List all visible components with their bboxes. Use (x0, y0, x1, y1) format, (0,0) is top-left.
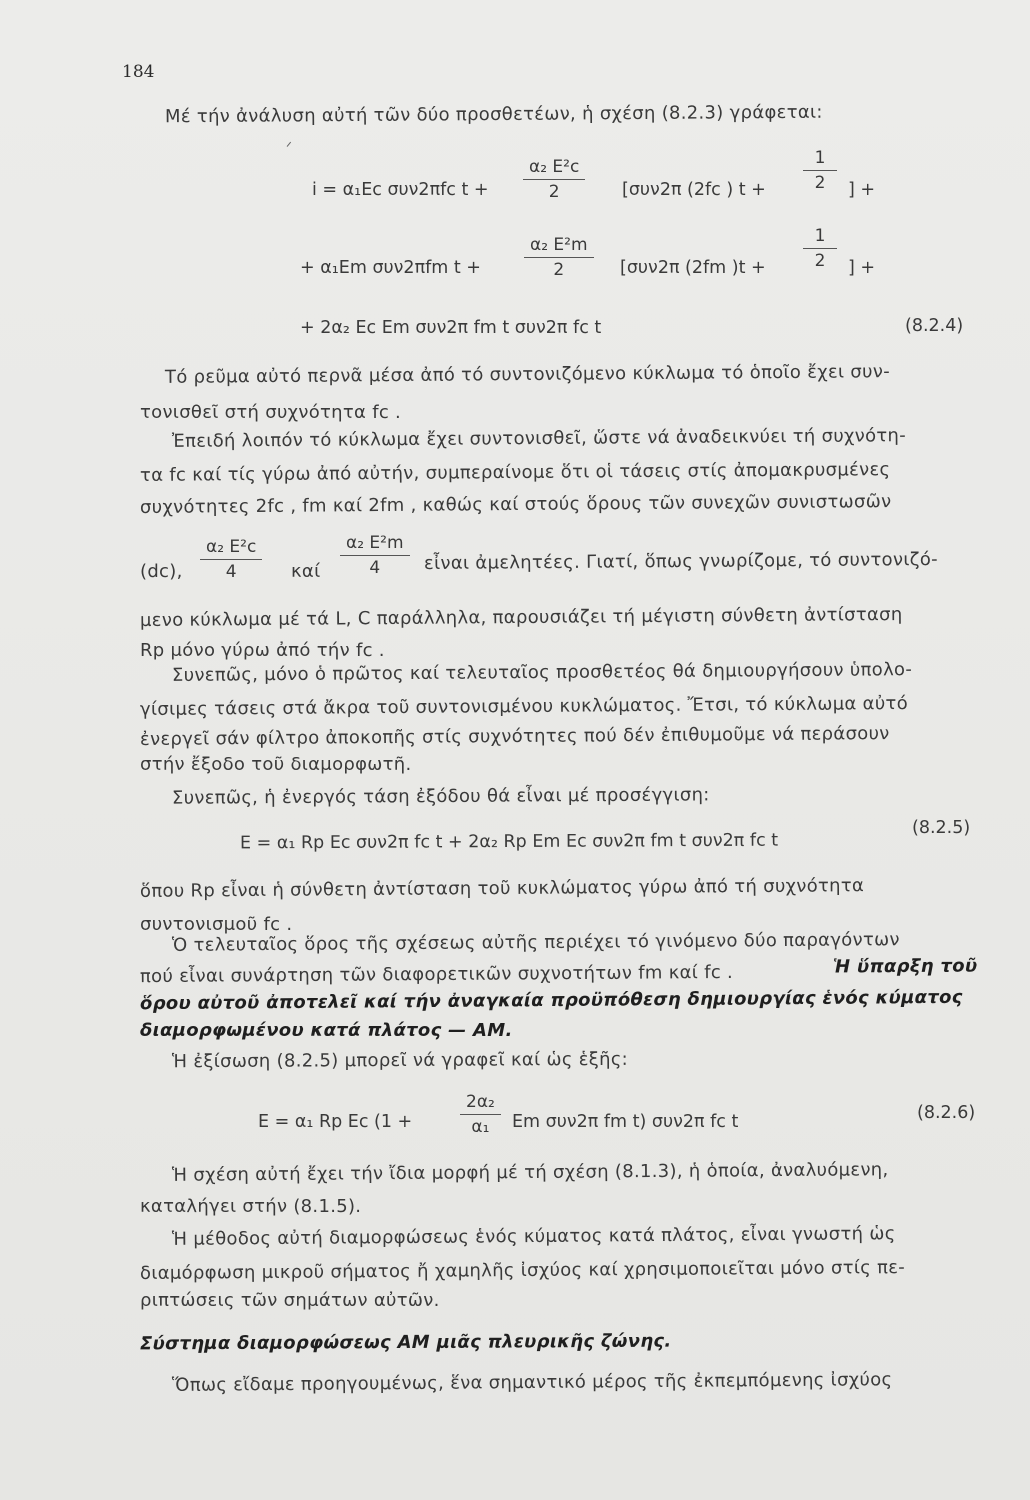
text-line: συντονισμοῦ fc . (140, 914, 293, 935)
eq-824-frac2 (524, 235, 594, 280)
text-line: στήν ἔξοδο τοῦ διαμορφωτῆ. (140, 754, 412, 775)
eq-824-line2-close: ] + (848, 258, 876, 278)
dc-frac2 (340, 533, 410, 578)
eq-824-line2-lhs: + α₁Em συν2πfm t + (300, 258, 481, 278)
bold-text: Ἡ ὕπαρξη τοῦ (832, 955, 978, 978)
text-line: Ἡ μέθοδος αὐτή διαμορφώσεως ἑνός κύματος κατά πλάτος, εἶναι γνωστή ὡς (171, 1223, 896, 1250)
eq-824-frac1-num: α₂ E²c (529, 157, 580, 177)
dc-frac2-num: α₂ E²m (346, 533, 404, 553)
bold-text: ὅρου αὐτοῦ ἀποτελεῖ καί τήν ἀναγκαία προϋπόθεση δημιουργίας ἑνός κύματος (139, 986, 963, 1015)
dc-suffix: εἶναι ἀμελητέες. Γιατί, ὅπως γνωρίζομε, τό συντονιζό- (423, 548, 938, 575)
dc-frac2-den: 4 (369, 558, 381, 578)
text-line: συχνότητες 2fc , fm καί 2fm , καθώς καί στούς ὅρους τῶν συνεχῶν συνιστωσῶν (139, 491, 892, 518)
eq-824-label: (8.2.4) (905, 316, 964, 336)
eq-824-line2-mid: [συν2π (2fm )t + (620, 258, 766, 278)
eq-824-half2-den: 2 (814, 251, 826, 271)
text-line: ριπτώσεις τῶν σημάτων αὐτῶν. (140, 1290, 440, 1311)
text-line: ἐνεργεῖ σάν φίλτρο ἀποκοπῆς στίς συχνότητες πού δέν ἐπιθυμοῦμε νά περάσουν (139, 723, 890, 750)
dc-and: καί (291, 561, 321, 582)
eq-824-line1-lhs: i = α₁Ec συν2πfc t + (312, 180, 489, 200)
eq-826-lhs: E = α₁ Rp Ec (1 + (258, 1112, 413, 1132)
section-heading: Σύστημα διαμορφώσεως AM μιᾶς πλευρικῆς ζώνης. (139, 1330, 672, 1355)
eq-824-frac2-den: 2 (553, 260, 565, 280)
text-line: Ἐπειδή λοιπόν τό κύκλωμα ἔχει συντονισθεῖ, ὥστε νά ἀναδεικνύει τή συχνότη- (171, 425, 907, 452)
eq-824-half2-num: 1 (814, 226, 826, 246)
eq-824-frac2-num: α₂ E²m (530, 235, 588, 255)
pencil-mark-icon: ᐟ (286, 140, 292, 156)
eq-824-half2 (803, 226, 837, 271)
text-line: τα fc καί τίς γύρω ἀπό αὐτήν, συμπεραίνομε ὅτι οἱ τάσεις στίς ἀπομακρυσμένες (139, 459, 891, 486)
dc-prefix: (dc), (140, 561, 183, 582)
text-line: Ὁ τελευταῖος ὅρος τῆς σχέσεως αὐτῆς περιέχει τό γινόμενο δύο παραγόντων (171, 929, 900, 956)
eq-826-frac (460, 1092, 501, 1137)
text-line: Συνεπῶς, μόνο ὁ πρῶτος καί τελευταῖος προσθετέος θά δημιουργήσουν ὑπολο- (171, 659, 913, 686)
eq-826-label: (8.2.6) (917, 1103, 976, 1123)
text-line: καταλήγει στήν (8.1.5). (140, 1196, 362, 1217)
eq-824-half1 (803, 148, 837, 193)
eq-824-frac1-den: 2 (548, 182, 560, 202)
text-line: πού εἶναι συνάρτηση τῶν διαφορετικῶν συχνοτήτων fm καί fc . (139, 961, 734, 988)
text-line: τονισθεῖ στή συχνότητα fc . (140, 402, 402, 423)
eq-824-half1-num: 1 (814, 148, 826, 168)
text-line: Rp μόνο γύρω ἀπό τήν fc . (140, 640, 385, 661)
eq-826-num: 2α₂ (466, 1092, 495, 1112)
text-line: Τό ρεῦμα αὐτό περνᾶ μέσα ἀπό τό συντονιζόμενο κύκλωμα τό ὁποῖο ἔχει συν- (164, 361, 891, 388)
paragraph-11: Ὅπως εἴδαμε προηγουμένως, ἕνα σημαντικό μέρος τῆς ἐκπεμπόμενης ἰσχύος (171, 1369, 893, 1396)
text-line: διαμόρφωση μικροῦ σήματος ἤ χαμηλῆς ἰσχύος καί χρησιμοποιεῖται μόνο στίς πε- (139, 1256, 906, 1285)
intro-text: Μέ τήν ἀνάλυση αὐτή τῶν δύο προσθετέων, ἡ σχέση (8.2.3) γράφεται: (164, 101, 823, 128)
text-line: ὅπου Rp εἶναι ἡ σύνθετη ἀντίσταση τοῦ κυκλώματος γύρω ἀπό τή συχνότητα (139, 875, 865, 902)
eq-826-den: α₁ (471, 1117, 490, 1137)
dc-frac1-den: 4 (225, 562, 237, 582)
text-line: γίσιμες τάσεις στά ἄκρα τοῦ συντονισμένου κυκλώματος. Ἔτσι, τό κύκλωμα αὐτό (139, 692, 909, 721)
dc-frac1-num: α₂ E²c (206, 537, 257, 557)
paragraph-5: Συνεπῶς, ἡ ἐνεργός τάση ἐξόδου θά εἶναι μέ προσέγγιση: (171, 784, 710, 809)
dc-frac1 (200, 537, 262, 582)
eq-824-line1-mid: [συν2π (2fc ) t + (622, 180, 766, 200)
eq-825-body: E = α₁ Rp Ec συν2π fc t + 2α₂ Rp Em Ec συν2π fm t συν2π fc t (239, 830, 779, 854)
eq-824-line1-close: ] + (848, 180, 876, 200)
eq-826-rhs: Em συν2π fm t) συν2π fc t (512, 1112, 739, 1132)
eq-824-half1-den: 2 (814, 173, 826, 193)
eq-825-label: (8.2.5) (912, 818, 971, 838)
paragraph-8: Ἡ ἐξίσωση (8.2.5) μπορεῖ νά γραφεῖ καί ὡς ἑξῆς: (171, 1048, 629, 1073)
page-number: 184 (122, 62, 155, 82)
eq-824-line3: + 2α₂ Ec Em συν2π fm t συν2π fc t (300, 318, 602, 338)
eq-824-frac1 (523, 157, 585, 202)
text-line: Ἡ σχέση αὐτή ἔχει τήν ἴδια μορφή μέ τή σχέση (8.1.3), ἡ ὁποία, ἀναλυόμενη, (171, 1159, 889, 1186)
text-line: μενο κύκλωμα μέ τά L, C παράλληλα, παρουσιάζει τή μέγιστη σύνθετη ἀντίσταση (139, 604, 903, 631)
bold-text: διαμορφωμένου κατά πλάτος — AM. (140, 1020, 513, 1041)
